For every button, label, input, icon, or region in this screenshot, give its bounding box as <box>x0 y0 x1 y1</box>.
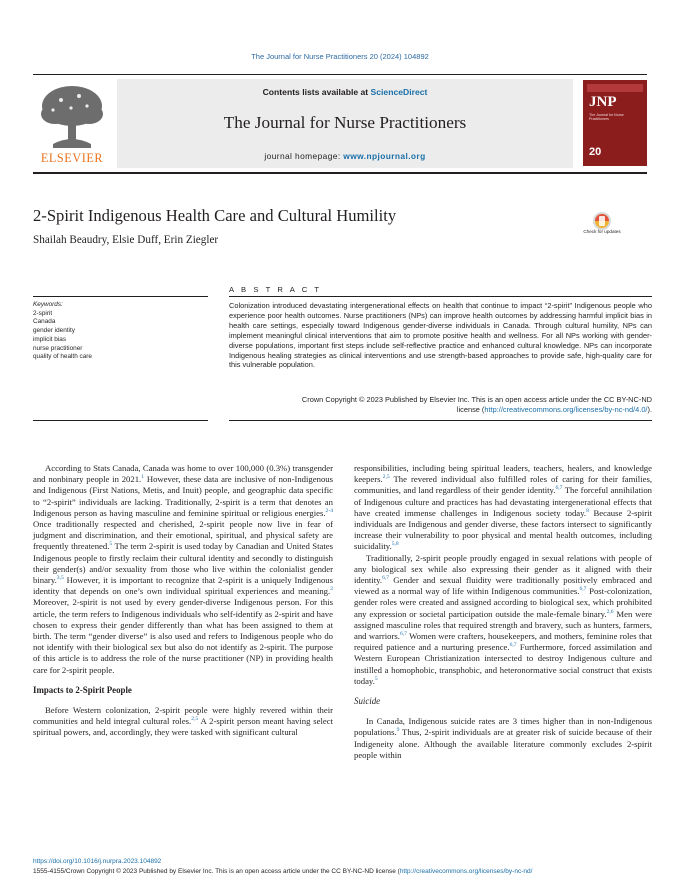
keyword: nurse practitioner <box>33 344 83 352</box>
cover-abbrev: JNP <box>589 94 617 110</box>
body-text: According to Stats Canada, Canada was home to over 100,000 (0.3%) transgender and nonbinary people in 2021. <box>33 463 333 485</box>
body-column-right <box>354 463 652 761</box>
citation-ref[interactable]: 3,5 <box>56 575 64 582</box>
body-text: Gender and sexual fluidity were traditionally positively embraced and viewed as a normal way of life within Indigenous communities. <box>354 575 652 597</box>
running-head[interactable]: The Journal for Nurse Practitioners 20 (2024) 104892 <box>251 52 429 61</box>
footer-license <box>33 868 532 875</box>
abstract-copyright <box>229 395 652 415</box>
paragraph <box>354 716 652 761</box>
journal-cover-thumbnail[interactable] <box>583 80 647 166</box>
section-heading: Impacts to 2-Spirit People <box>33 684 132 695</box>
citation-ref[interactable]: 2,5 <box>191 716 199 723</box>
contents-prefix: Contents lists available at <box>262 87 371 97</box>
citation-ref[interactable]: 5 <box>374 675 378 682</box>
body-text: Once traditionally respected and cherished, 2-spirit people now live in fear of judgment and discrimination, and their emotional, spiritual, and physical safety are frequently threatened. <box>33 519 333 552</box>
body-text: Traditionally, 2-spirit people proudly engaged in sexual relations with people of any biological sex while also expressing their gender as it aligned with their identity. <box>354 552 652 586</box>
body-text: Moreover, 2-spirit is not used by every gender-diverse Indigenous person. For this article, the term refers to Indigenous individuals who self-identify as 2-spirit and have chosen to express their gender differently than what has been assigned to them at birth. The term “gender diverse” is also used and refers to Indigenous people who do not identify with their biological sex but also do not identify as 2-spirit. The purpose of this article is to address the role of the nurse practitioner (NP) in providing health care for 2-spirit people. <box>33 597 333 675</box>
doi-link[interactable]: https://doi.org/10.1016/j.nurpra.2023.104892 <box>33 858 162 865</box>
citation-ref[interactable]: 6,7 <box>579 586 587 593</box>
article-authors: Shailah Beaudry, Elsie Duff, Erin Ziegler <box>33 234 219 246</box>
body-text: Post-colonization, gender roles were created and assigned according to biological sex, which prohibited any expression or societal participation outside the male-female binary. <box>354 586 653 619</box>
citation-ref[interactable]: 1 <box>141 474 145 481</box>
header-rule <box>33 74 647 75</box>
citation-ref[interactable]: 6,7 <box>509 642 517 649</box>
citation-ref[interactable]: 2,5 <box>382 474 390 481</box>
citation-ref[interactable]: 5,8 <box>391 541 399 548</box>
body-text: Because 2-spirit individuals are Indigenous and gender diverse, these factors intersect to significantly increase their vulnerability to poor physical and mental health outcomes, including suicidality. <box>354 507 652 552</box>
elsevier-wordmark: ELSEVIER <box>40 151 104 165</box>
citation-ref[interactable]: 8 <box>586 507 589 514</box>
journal-masthead <box>117 79 573 168</box>
journal-title: The Journal for Nurse Practitioners <box>223 113 467 132</box>
citation-ref[interactable]: 9 <box>396 727 400 734</box>
footer-license-text: 1555-4155/Crown Copyright © 2023 Published by Elsevier Inc. This is an open access article under the CC BY-NC-ND license ( <box>33 868 400 875</box>
keyword: quality of health care <box>33 353 92 361</box>
article-title: 2-Spirit Indigenous Health Care and Cultural Humility <box>33 206 397 225</box>
citation-ref[interactable]: 6,7 <box>382 575 390 582</box>
keywords-bottom-rule <box>33 420 208 421</box>
paragraph <box>33 463 333 676</box>
body-text: The revered individual also fulfilled roles of caring for their families, communities, and land regardless of their gender identity. <box>354 474 652 496</box>
body-text: The term 2-spirit is used today by Canadian and United States Indigenous people to firstly reclaim their cultural identity and secondly to distinguish their gender(s) and/or sexuality from those who live within the colonialist gender binary. <box>33 541 333 586</box>
cover-subtitle: The Journal for Nurse Practitioners <box>589 113 624 122</box>
footer-license-link[interactable]: http://creativecommons.org/licenses/by-nc-nd/ <box>399 868 533 875</box>
keyword: implicit bias <box>33 335 67 343</box>
copyright-text: Crown Copyright © 2023 Published by Elsevier Inc. This is an open access article under the CC BY-NC-ND <box>301 395 652 404</box>
abstract-text: Colonization introduced devastating intergenerational effects on health that continue to impact “2-spirit” Indigenous people who experience poor health outcomes. Nurse practitioners (NPs) can improve health outcomes by addressing harmful implicit bias in health care settings, especially toward Indigenous gender-diverse individuals in Canada. Through cultural humility, NPs can implement meaningful clinical interventions that aim to promote positive health and wellness. For all NPs working with gender-diverse populations, important first steps include self-reflective practice and enhanced cultural knowledge. NPs can incorporate Indigenous healing strategies as clinical interventions and use strength-based approaches to provide safe, high-quality care for this vulnerable population. <box>229 301 652 370</box>
keywords-top-rule <box>33 296 208 297</box>
body-text: The forceful annihilation of Indigenous culture and practices has had devastating intergenerational effects that have created immense challenges in Indigenous society today. <box>354 485 652 518</box>
contents-available <box>117 87 573 97</box>
check-for-updates-label[interactable]: Check for updates <box>583 229 621 234</box>
keyword: Canada <box>33 318 56 326</box>
homepage-link[interactable]: www.npjournal.org <box>343 151 426 161</box>
body-text: A 2-spirit person meant having select spiritual powers, and, accordingly, they were tasked with significant cultural <box>33 716 333 738</box>
body-text: Thus, 2-spirit individuals are at greater risk of suicide because of their Indigeneity alone. Although the available literature commonly excludes 2-spirit people within <box>354 727 652 760</box>
abstract-top-rule <box>229 296 652 297</box>
subsection-heading: Suicide <box>354 696 381 707</box>
citation-ref[interactable]: 5 <box>109 541 113 548</box>
cover-band <box>587 84 643 92</box>
citation-ref[interactable]: 2 <box>330 586 333 593</box>
body-column-left <box>33 463 333 739</box>
journal-homepage <box>117 151 573 161</box>
body-text: Women were crafters, housekeepers, and mothers, feminine roles that required patience and a nurturing presence. <box>354 631 652 653</box>
keywords-heading: Keywords: <box>33 301 63 308</box>
homepage-prefix: journal homepage: <box>264 151 344 161</box>
paragraph <box>354 553 652 687</box>
citation-ref[interactable]: 6,7 <box>555 485 563 492</box>
body-text: responsibilities, including being spiritual leaders, teachers, healers, and knowledge keepers. <box>354 463 652 485</box>
citation-ref[interactable]: 2,6 <box>606 608 614 615</box>
paragraph <box>33 705 333 739</box>
abstract-heading: A B S T R A C T <box>229 285 322 294</box>
sciencedirect-link[interactable]: ScienceDirect <box>370 87 428 97</box>
paragraph <box>354 463 652 553</box>
body-text: However, it is important to recognize that 2-spirit is a uniquely Indigenous identity that depends on one’s own individual spiritual experiences and meaning. <box>33 575 333 597</box>
masthead-rule <box>33 172 647 174</box>
keyword: gender identity <box>33 327 75 335</box>
body-text: Men were assigned masculine roles that required strength and bravery, such as hunters, farmers, and warriors. <box>354 608 652 642</box>
abstract-bottom-rule <box>229 420 652 421</box>
keyword: 2-spirit <box>33 309 53 317</box>
body-text: Before Western colonization, 2-spirit people were highly revered within their communities and held integral cultural roles. <box>33 705 333 727</box>
copyright-license-suffix: ). <box>647 404 652 414</box>
license-link[interactable]: http://creativecommons.org/licenses/by-nc-nd/4.0/ <box>484 404 648 414</box>
keywords-block <box>33 301 208 362</box>
citation-ref[interactable]: 2-4 <box>325 507 333 514</box>
copyright-license-prefix: license ( <box>456 404 485 414</box>
body-text: Furthermore, forced assimilation and Western European Christianization intersected to destroy Indigenous culture and instilled a homophobic, transphobic, and heteronormative social construct that exists today. <box>354 642 652 686</box>
body-text: In Canada, Indigenous suicide rates are 3 times higher than in non-Indigenous populations. <box>354 716 652 738</box>
cover-number: 20 <box>589 146 602 158</box>
citation-ref[interactable]: 6,7 <box>399 631 407 638</box>
body-text: However, these data are inclusive of non-Indigenous and Indigenous (First Nations, Metis, and Inuit) people, and geographic data specific to “2-spirit” individuals are lacking. Traditionally, 2-spirit is a term that denotes an Indigenous person as having masculine and feminine spiritual or religious energies. <box>33 474 333 518</box>
